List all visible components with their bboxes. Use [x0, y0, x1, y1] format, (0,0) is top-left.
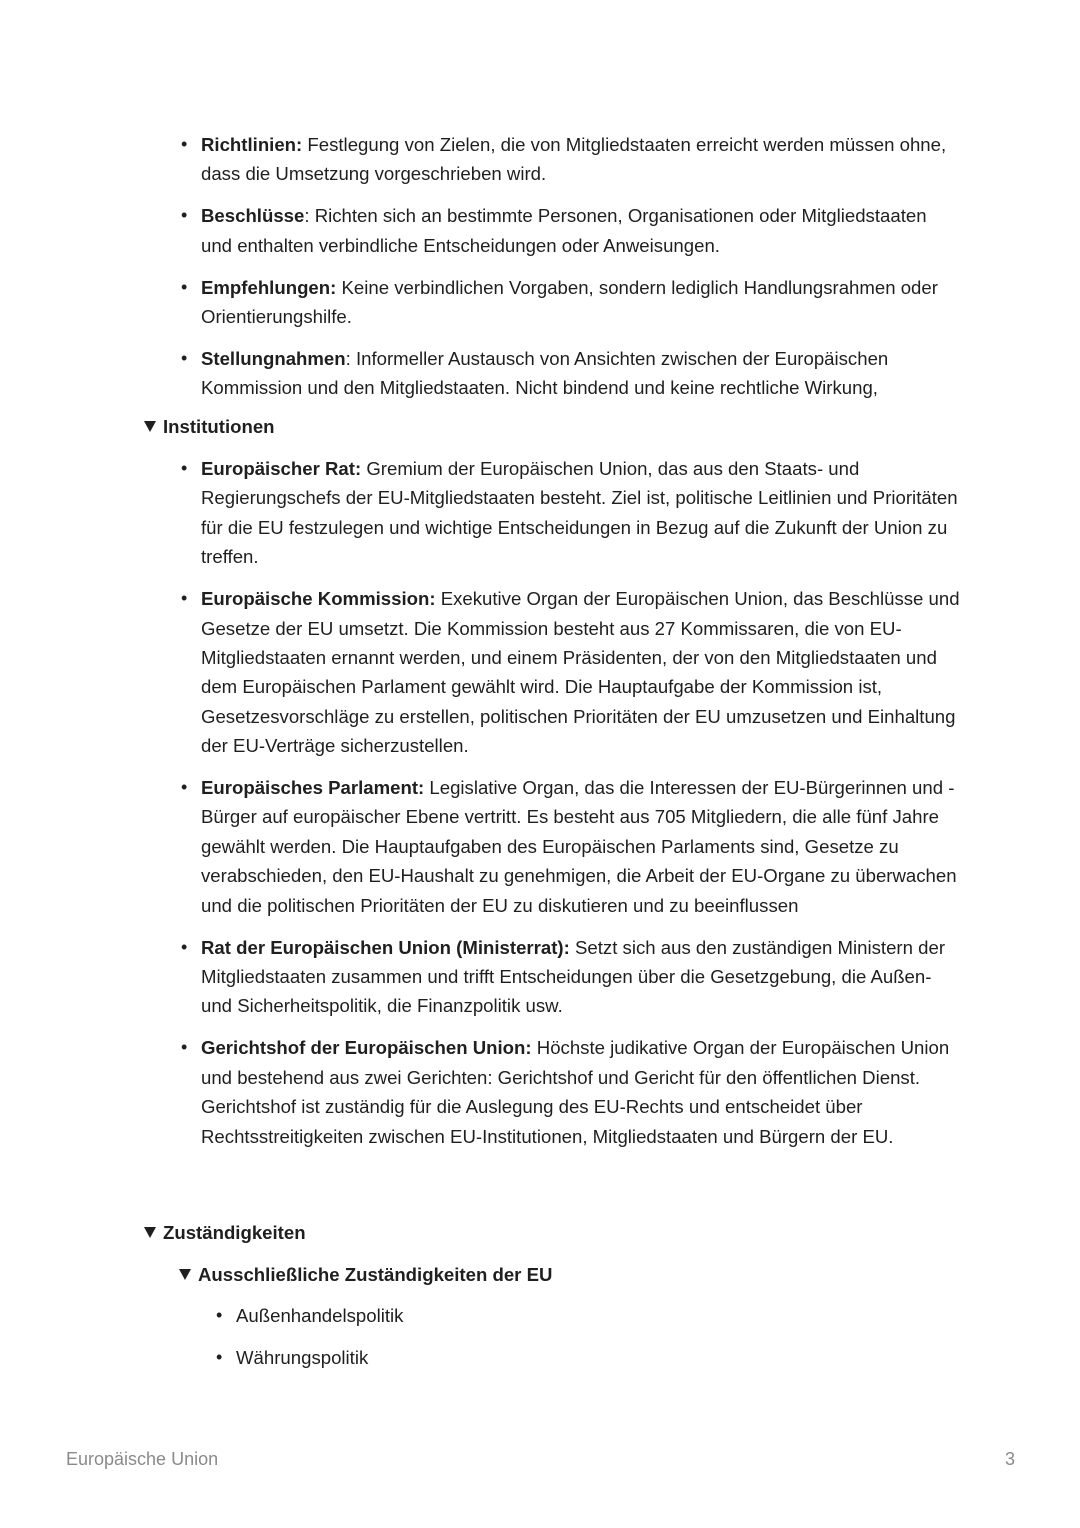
list-item-europaeische-kommission: • Europäische Kommission: Exekutive Organ der Europäischen Union, das Beschlüsse und Gesetze der EU umsetzt. Die Kommission besteht aus 27 Kommissaren, die von EU-Mitgliedstaaten ernannt werden, und einem Präsidenten, der von den Mitgliedstaaten und dem Europäischen Parlament gewählt wird. Die Hauptaufgabe der Kommission ist, Gesetzesvorschläge zu erstellen, politischen Prioritäten der EU umzusetzen und Einhaltung der EU-Verträge sicherzustellen. — [201, 584, 961, 760]
bullet-icon: • — [216, 1305, 223, 1325]
page-number: 3 — [1004, 1449, 1015, 1469]
bullet-icon: • — [181, 458, 188, 478]
toggle-ausschliessliche-zustaendigkeiten[interactable]: Ausschließliche Zuständigkeiten der EU — [179, 1260, 552, 1289]
toggle-institutionen[interactable]: Institutionen — [144, 412, 275, 441]
list-item-richtlinien: • Richtlinien: Festlegung von Zielen, die von Mitgliedstaaten erreicht werden müssen ohne, dass die Umsetzung vorgeschrieben wird. — [201, 130, 961, 189]
bullet-icon: • — [181, 134, 188, 154]
footer-title: Europäische Union — [66, 1449, 219, 1469]
ausschliessliche-zustaendigkeiten-list — [216, 1301, 936, 1385]
list-item-gerichtshof: • Gerichtshof der Europäischen Union: Höchste judikative Organ der Europäischen Union und bestehend aus zwei Gerichten: Gerichtshof und Gericht für den öffentlichen Dienst. Gerichtshof ist zuständig für die Auslegung des EU-Rechts und entscheidet über Rechtsstreitigkeiten zwischen EU-Institutionen, Mitgliedstaaten und Bürgern der EU. — [201, 1033, 961, 1151]
list-item-ministerrat: • Rat der Europäischen Union (Ministerrat): Setzt sich aus den zuständigen Ministern der Mitgliedstaaten zusammen und trifft Entscheidungen über die Gesetzgebung, die Außen- und Sicherheitspolitik, die Finanzpolitik usw. — [201, 933, 961, 1021]
bullet-icon: • — [181, 1037, 188, 1058]
list-item-europaeischer-rat: • Europäischer Rat: Gremium der Europäischen Union, das aus den Staats- und Regierungschefs der EU-Mitgliedstaaten besteht. Ziel ist, politische Leitlinien und Prioritäten für die EU festzulegen und wichtige Entscheidungen in Bezug auf die Zukunft der Union zu treffen. — [201, 454, 961, 572]
toggle-zustaendigkeiten[interactable]: Zuständigkeiten — [144, 1218, 306, 1247]
bullet-icon: • — [181, 347, 188, 368]
rechtsakte-list — [181, 130, 961, 415]
bullet-icon: • — [181, 205, 188, 226]
institutionen-list — [181, 454, 961, 1163]
bullet-icon: • — [181, 588, 188, 609]
list-item-empfehlungen: • Empfehlungen: Keine verbindlichen Vorgaben, sondern lediglich Handlungsrahmen oder Orientierungshilfe. — [201, 273, 961, 332]
bullet-icon: • — [181, 276, 188, 297]
toggle-triangle-icon — [144, 1227, 156, 1238]
list-item-europaeisches-parlament: • Europäisches Parlament: Legislative Organ, das die Interessen der EU-Bürgerinnen und -Bürger auf europäischer Ebene vertritt. Es besteht aus 705 Mitgliedern, die alle fünf Jahre gewählt werden. Die Hauptaufgaben des Europäischen Parlaments sind, Gesetze zu verabschieden, den EU-Haushalt zu genehmigen, die Arbeit der EU-Organe zu überwachen und die politischen Prioritäten der EU zu diskutieren und zu beeinflussen — [201, 773, 961, 920]
list-item-beschluesse: • Beschlüsse: Richten sich an bestimmte Personen, Organisationen oder Mitgliedstaaten und enthalten verbindliche Entscheidungen oder Anweisungen. — [201, 201, 961, 260]
list-item-aussenhandelspolitik: • Außenhandelspolitik — [236, 1301, 936, 1330]
bullet-icon: • — [181, 936, 188, 957]
list-item-stellungnahmen: • Stellungnahmen: Informeller Austausch von Ansichten zwischen der Europäischen Kommission und den Mitgliedstaaten. Nicht bindend und keine rechtliche Wirkung, — [201, 344, 961, 403]
list-item-waehrungspolitik: • Währungspolitik — [236, 1343, 936, 1372]
toggle-triangle-icon — [179, 1269, 191, 1280]
bullet-icon: • — [181, 777, 188, 798]
toggle-triangle-icon — [144, 421, 156, 432]
bullet-icon: • — [216, 1346, 223, 1367]
